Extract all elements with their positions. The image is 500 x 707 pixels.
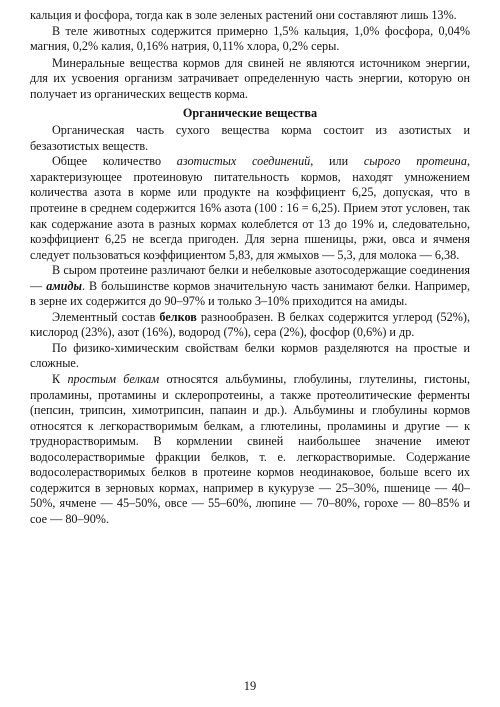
paragraph-5: [30, 154, 470, 263]
paragraph-5-segment-2: азотистых соединений: [176, 154, 311, 169]
paragraph-2: [30, 24, 470, 55]
paragraph-5-segment-1: Общее количество: [52, 154, 177, 169]
paragraph-6-segment-2: амиды: [46, 278, 82, 293]
paragraph-9-segment-2: простым белкам: [67, 372, 160, 387]
paragraph-6-segment-1: В сыром протеине различают белки и небелковые азотосодержащие соединения —: [30, 263, 470, 293]
paragraph-9: [30, 372, 470, 527]
paragraph-8-segment-1: По физико-химическим свойствам белки кормов разделяются на простые и сложные.: [30, 340, 470, 371]
page-number: 19: [243, 679, 257, 693]
paragraph-4: [30, 123, 470, 154]
paragraph-2-segment-1: В теле животных содержится примерно 1,5% кальция, 1,0% фосфора, 0,04% магния, 0,2% калия, 0,16% натрия, 0,11% хлора, 0,2% серы.: [30, 23, 470, 54]
paragraph-1-segment-1: кальция и фосфора, тогда как в золе зеленых растений они составляют лишь 13%.: [30, 8, 457, 22]
paragraph-4-segment-1: Органическая часть сухого вещества корма состоит из азотистых и безазотистых веществ.: [30, 123, 470, 153]
paragraph-9-segment-1: К: [52, 372, 68, 387]
paragraph-7-segment-1: Элементный состав: [52, 309, 160, 324]
paragraph-7-segment-2: белков: [159, 309, 197, 324]
paragraph-6-segment-3: . В большинстве кормов значительную часть занимают белки. Например, в зерне их содержится до 90–97% и только 3–10% приходится на амиды.: [30, 278, 470, 309]
paragraph-5-segment-4: сырого протеина: [363, 154, 467, 169]
paragraph-8: [30, 341, 470, 372]
paragraph-5-segment-5: , характеризующее протеиновую питательность кормов, находят умножением количества азота в корме или продукте на коэффициент 6,25, допуская, что в протеине в среднем содержится 16% азота (100 : 16 = 6,25). Прием этот условен, так как содержание азота в разных кормах колеблется от 13 до 19% и, следовательно, коэффициент 6,25 не всегда пригоден. Для зерна пшеницы, ржи, овса и ячменя следует пользоваться коэффициентом 5,83, для жмыхов — 5,3, для молока — 6,38.: [30, 154, 470, 262]
paragraph-5-segment-3: , или: [310, 154, 364, 169]
paragraph-9-segment-3: относятся альбумины, глобулины, глутелины, гистоны, проламины, протамины и склеропротеины, а также протеолитические ферменты (пепсин, трипсин, химотрипсин, папаин и др.). Альбумины и глобулины кормов относятся к легкорастворимым белкам, а глютелины, проламины и другие — к труднорастворимым. В кормлении свиней наибольшее значение имеют водосолерастворимые фракции белков, т. е. легкорастворимые. Содержание водосолерастворимых белков в протеине кормов неодинаковое, больше всего их содержится в зерновых кормах, например в кукурузе — 25–30%, пшенице — 40–50%, ячмене — 45–50%, овсе — 55–60%, люпине — 70–80%, горохе — 80–85% и сое — 80–90%.: [30, 372, 471, 526]
paragraph-6: [30, 263, 470, 310]
paragraph-3: [30, 56, 470, 103]
paragraph-7-segment-3: разнообразен. В белках содержится углерод (52%), кислород (23%), азот (16%), водород (7%), сера (2%), фосфор (0,6%) и др.: [30, 309, 471, 340]
paragraph-1: [30, 8, 470, 24]
paragraph-3-segment-1: Минеральные вещества кормов для свиней не являются источником энергии, для их усвоения организм затрачивает определенную часть энергии, которую он получает из органических веществ корма.: [30, 55, 470, 101]
paragraph-7: [30, 310, 470, 341]
section-heading: Органические вещества: [182, 106, 318, 121]
